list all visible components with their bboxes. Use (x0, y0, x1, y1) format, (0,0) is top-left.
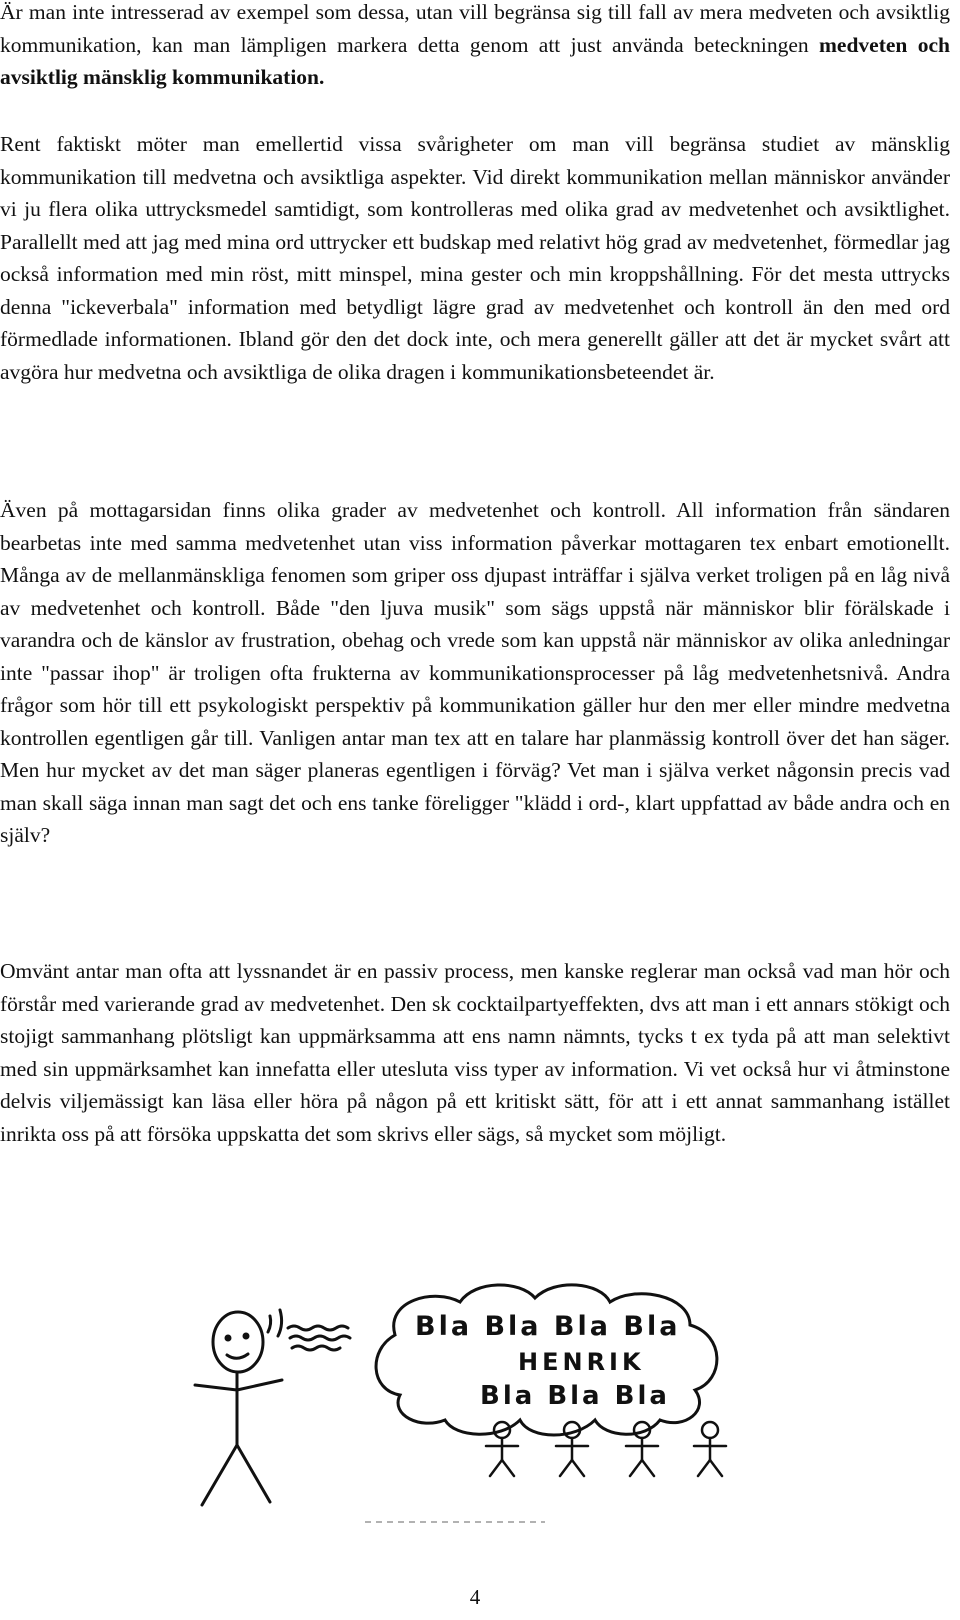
bubble-text-line-2: HENRIK (518, 1348, 645, 1376)
listener-figure-4 (694, 1422, 726, 1476)
paragraph-1-text: Är man inte intresserad av exempel som dessa, utan vill begränsa sig till fall av mera medveten och avsiktlig kommunikation, kan man lämpligen markera detta genom att just använda beteckningen (0, 0, 950, 57)
listener-figure-3 (626, 1422, 658, 1476)
speaker-figure (195, 1312, 282, 1505)
paragraph-4: Omvänt antar man ofta att lyssnandet är en passiv process, men kanske reglerar man också vad man hör och förstår med varierande grad av medvetenhet. Den sk cocktailpartyeffekten, dvs att man i ett annars stökigt och stojigt sammanhang plötsligt kan uppmärksamma att ens namn nämnts, tycks t ex tyda på att man selektivt med sin uppmärksamhet kan innefatta eller utesluta viss typer av information. Vi vet också hur vi åtminstone delvis viljemässigt kan läsa eller höra på någon på ett kritiskt sätt, för att i ett annat sammanhang istället inrikta oss på att försöka uppskatta det som skrivs eller sägs, så mycket som möjligt. (0, 959, 950, 1146)
bubble-text-line-3: Bla Bla Bla (480, 1381, 670, 1411)
cocktail-party-illustration (190, 1280, 750, 1530)
paragraph-3: Även på mottagarsidan finns olika grader av medvetenhet och kontroll. All information från sändaren bearbetas inte med samma medvetenhet utan viss information påverkar mottagaren tex enbart emotionellt. Många av de mellanmänskliga fenomen som griper oss djupast inträffar i själva verket troligen på en låg nivå av medvetenhet och kontroll. Både "den ljuva musik" som sägs uppstå när människor blir förälskade i varandra och de känslor av frustration, obehag och vrede som kan uppstå när människor av olika anledningar inte "passar ihop" är troligen ofta frukterna av kommunikationsprocesser på låg medvetenhetsnivå. Andra frågor som hör till ett psykologiskt perspektiv på kommunikation gäller hur den mer eller mindre medvetna kontrollen egentligen går till. Vanligen antar man tex att en talare har planmässig kontroll över det han säger. Men hur mycket av det man säger planeras egentligen i förväg? Vet man i själva verket någonsin precis vad man skall säga innan man sagt det och ens tanke föreligger "klädd i ord-, klart uppfattad av både andra och en själv? (0, 498, 950, 847)
paragraph-1 (0, 0, 950, 94)
listener-figure-2 (556, 1422, 588, 1476)
paragraph-1-bold-term: medveten och avsiktlig mänsklig kommunikation. (0, 32, 950, 89)
speech-sound-lines (268, 1310, 350, 1350)
page-number: 4 (469, 1585, 481, 1609)
bubble-text-line-1: Bla Bla Bla Bla (415, 1311, 681, 1342)
paragraph-2: Rent faktiskt möter man emellertid vissa svårigheter om man vill begränsa studiet av mänsklig kommunikation till medvetna och avsiktliga aspekter. Vid direkt kommunikation mellan människor använder vi ju flera olika uttrycksmedel samtidigt, som kontrolleras med olika grad av medvetenhet och avsiktlighet. Parallellt med att jag med mina ord uttrycker ett budskap med relativt hög grad av medvetenhet, förmedlar jag också information med min röst, mitt minspel, mina gester och min kroppshållning. För det mesta uttrycks denna "ickeverbala" information med betydligt lägre grad av medvetenhet och kontroll än den med ord förmedlade informationen. Ibland gör den det dock inte, och mera generellt gäller att det är mycket svårt att avgöra hur medvetna och avsiktliga de olika dragen i kommunikationsbeteendet är. (0, 132, 950, 384)
